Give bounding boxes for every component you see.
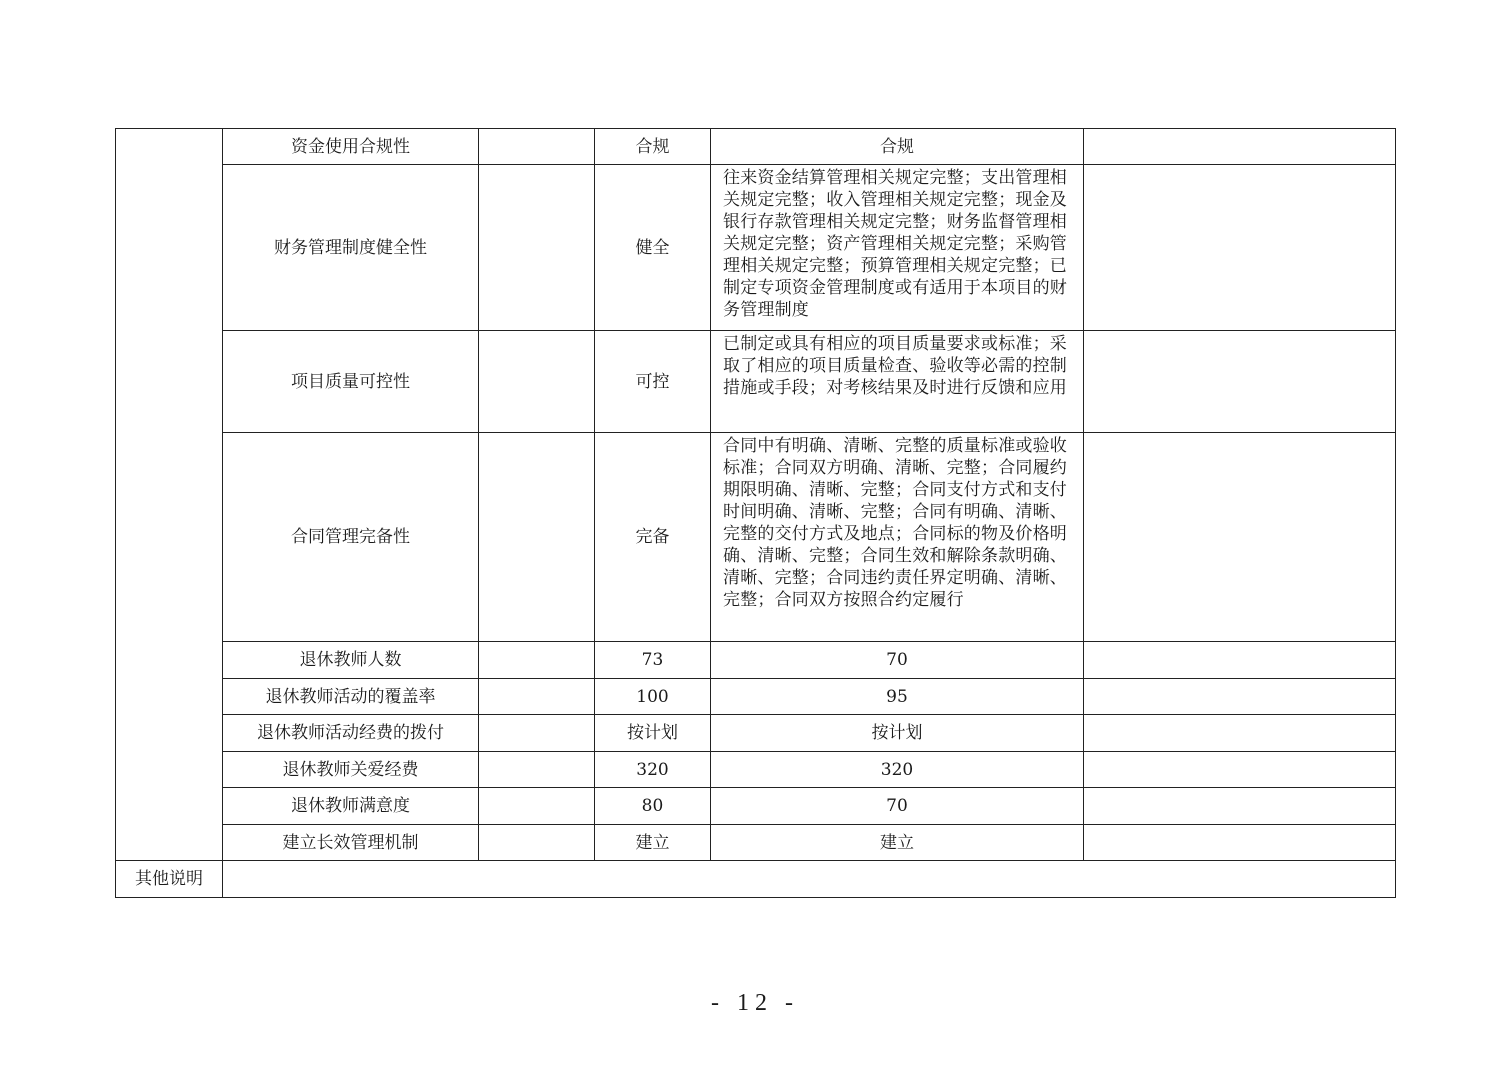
- table-row: [116, 642, 1396, 679]
- target-cell: 完备: [595, 433, 711, 642]
- target-cell: 健全: [595, 165, 711, 331]
- remark-cell: [1084, 752, 1396, 788]
- actual-cell: 70: [711, 788, 1084, 825]
- remark-cell: [1084, 715, 1396, 752]
- planned-cell: [479, 433, 595, 642]
- remark-cell: [1084, 642, 1396, 679]
- table-row: [116, 433, 1396, 642]
- planned-cell: [479, 642, 595, 679]
- table-row: [116, 788, 1396, 825]
- performance-table: [115, 128, 1396, 898]
- actual-cell: 320: [711, 752, 1084, 788]
- table-row: [116, 165, 1396, 331]
- other-notes-row: [116, 861, 1396, 898]
- target-cell: 可控: [595, 331, 711, 433]
- planned-cell: [479, 679, 595, 715]
- remark-cell: [1084, 679, 1396, 715]
- table-row: [116, 129, 1396, 165]
- remark-cell: [1084, 331, 1396, 433]
- planned-cell: [479, 788, 595, 825]
- other-notes-value: [223, 861, 1396, 898]
- indicator-cell: 退休教师关爱经费: [223, 752, 479, 788]
- target-cell: 合规: [595, 129, 711, 165]
- actual-cell: 合同中有明确、清晰、完整的质量标准或验收标准；合同双方明确、清晰、完整；合同履约期限明确、清晰、完整；合同支付方式和支付时间明确、清晰、完整；合同有明确、清晰、完整的交付方式及地点；合同标的物及价格明确、清晰、完整；合同生效和解除条款明确、清晰、完整；合同违约责任界定明确、清晰、完整；合同双方按照合约定履行: [711, 433, 1084, 642]
- actual-cell: 往来资金结算管理相关规定完整；支出管理相关规定完整；收入管理相关规定完整；现金及银行存款管理相关规定完整；财务监督管理相关规定完整；资产管理相关规定完整；采购管理相关规定完整；预算管理相关规定完整；已制定专项资金管理制度或有适用于本项目的财务管理制度: [711, 165, 1084, 331]
- planned-cell: [479, 752, 595, 788]
- target-cell: 80: [595, 788, 711, 825]
- table-row: [116, 331, 1396, 433]
- indicator-cell: 合同管理完备性: [223, 433, 479, 642]
- indicator-cell: 建立长效管理机制: [223, 825, 479, 861]
- indicator-cell: 项目质量可控性: [223, 331, 479, 433]
- planned-cell: [479, 165, 595, 331]
- table-row: [116, 679, 1396, 715]
- actual-cell: 按计划: [711, 715, 1084, 752]
- planned-cell: [479, 129, 595, 165]
- other-notes-label: 其他说明: [116, 861, 223, 898]
- planned-cell: [479, 825, 595, 861]
- target-cell: 按计划: [595, 715, 711, 752]
- target-cell: 320: [595, 752, 711, 788]
- remark-cell: [1084, 825, 1396, 861]
- table-row: [116, 752, 1396, 788]
- remark-cell: [1084, 788, 1396, 825]
- planned-cell: [479, 331, 595, 433]
- actual-cell: 已制定或具有相应的项目质量要求或标准；采取了相应的项目质量检查、验收等必需的控制措施或手段；对考核结果及时进行反馈和应用: [711, 331, 1084, 433]
- indicator-cell: 退休教师满意度: [223, 788, 479, 825]
- indicator-cell: 退休教师人数: [223, 642, 479, 679]
- indicator-cell: 财务管理制度健全性: [223, 165, 479, 331]
- table-row: [116, 825, 1396, 861]
- planned-cell: [479, 715, 595, 752]
- target-cell: 73: [595, 642, 711, 679]
- page-number: - 12 -: [711, 990, 799, 1016]
- table-row: [116, 715, 1396, 752]
- remark-cell: [1084, 165, 1396, 331]
- actual-cell: 70: [711, 642, 1084, 679]
- indicator-cell: 资金使用合规性: [223, 129, 479, 165]
- target-cell: 100: [595, 679, 711, 715]
- indicator-cell: 退休教师活动经费的拨付: [223, 715, 479, 752]
- indicator-cell: 退休教师活动的覆盖率: [223, 679, 479, 715]
- remark-cell: [1084, 129, 1396, 165]
- actual-cell: 建立: [711, 825, 1084, 861]
- remark-cell: [1084, 433, 1396, 642]
- category-cell: [116, 129, 223, 861]
- target-cell: 建立: [595, 825, 711, 861]
- actual-cell: 合规: [711, 129, 1084, 165]
- actual-cell: 95: [711, 679, 1084, 715]
